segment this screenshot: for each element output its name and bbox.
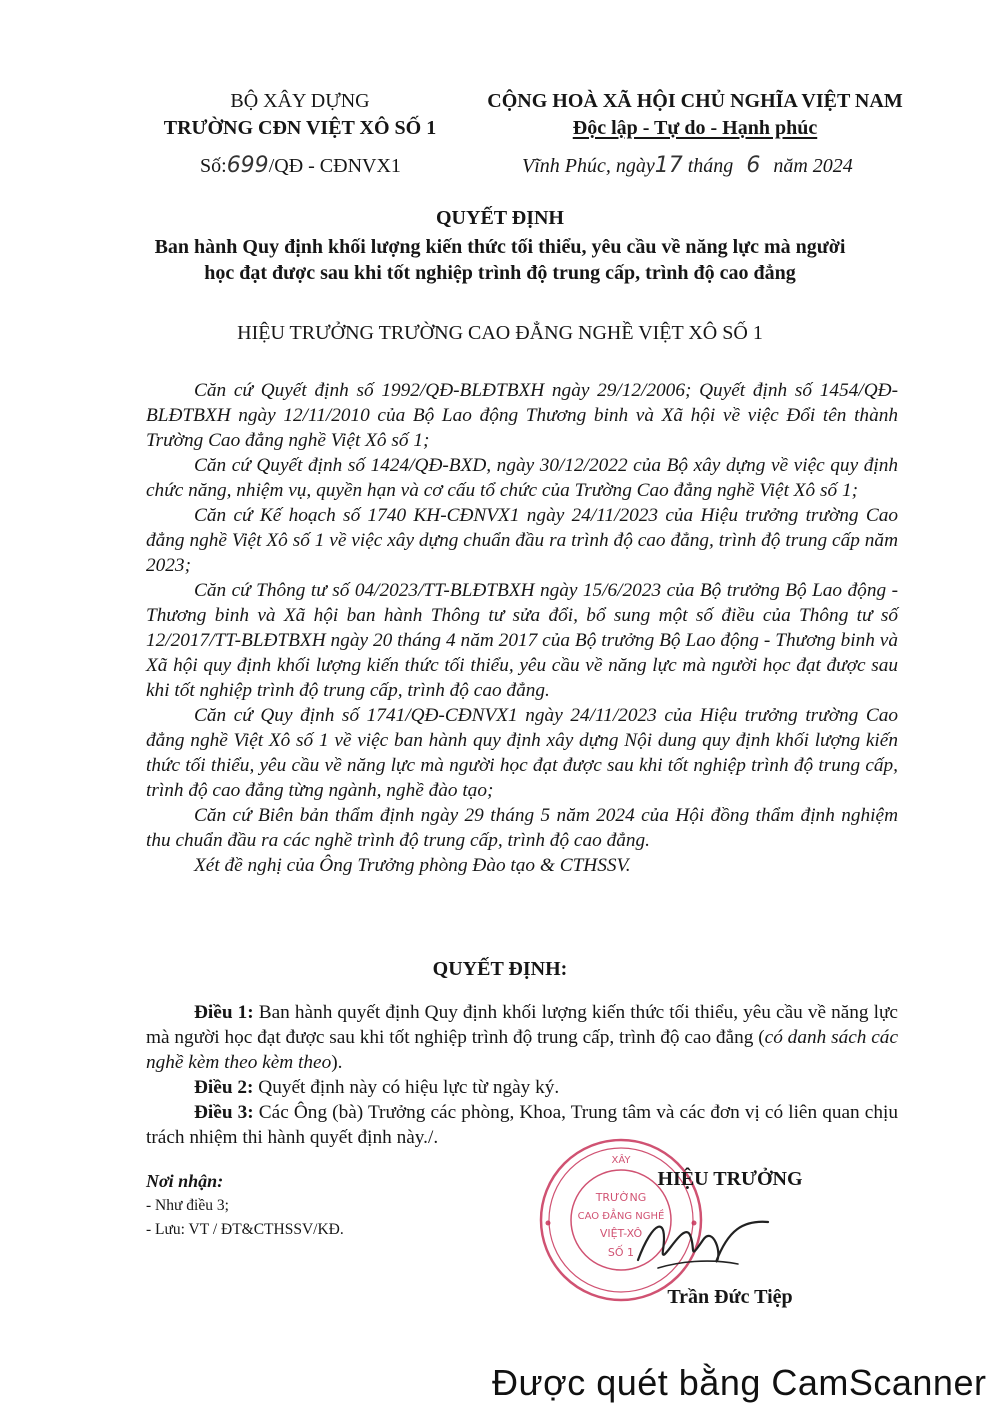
basis-paragraph: Căn cứ Biên bản thẩm định ngày 29 tháng 5 năm 2024 của Hội đồng thẩm định nghiệm thu chuẩn đầu ra các nghề trình độ trung cấp, trình độ cao đẳng. — [146, 805, 898, 851]
stamp-text-line: CAO ĐẲNG NGHỀ — [577, 1211, 665, 1222]
stamp-text-line: VIỆT-XÔ — [599, 1227, 643, 1240]
article-1 — [146, 1000, 898, 1075]
number-handwritten: 699 — [226, 153, 269, 178]
basis-paragraph: Căn cứ Thông tư số 04/2023/TT-BLĐTBXH ngày 15/6/2023 của Bộ trưởng Bộ Lao động - Thương binh và Xã hội ban hành Thông tư sửa đổi, bổ sung một số điều của Thông tư số 12/2017/TT-BLĐTBXH ngày 20 tháng 4 năm 2017 của Bộ trưởng Bộ Lao động - Thương binh và Xã hội quy định khối lượng kiến thức tối thiểu, yêu cầu về năng lực mà người học đạt được sau khi tốt nghiệp trình độ trung cấp, trình độ cao đẳng. — [146, 580, 898, 701]
signatory-name: Trần Đức Tiệp — [667, 1286, 793, 1308]
legal-bases — [146, 378, 898, 878]
basis-paragraph: Căn cứ Quyết định số 1992/QĐ-BLĐTBXH ngày 29/12/2006; Quyết định số 1454/QĐ-BLĐTBXH ngày 12/11/2010 của Bộ Lao động Thương binh và Xã hội về việc Đổi tên thành Trường Cao đẳng nghề Việt Xô số 1; — [146, 380, 898, 451]
school-name: TRƯỜNG CĐN VIỆT XÔ SỐ 1 — [163, 117, 437, 139]
scanner-watermark: Được quét bằng CamScanner — [492, 1362, 987, 1403]
signatory-title: HIỆU TRƯỞNG — [657, 1168, 803, 1190]
date-year: năm 2024 — [773, 155, 853, 177]
decision-heading: QUYẾT ĐỊNH: — [432, 958, 568, 980]
basis-paragraph: Căn cứ Kế hoạch số 1740 KH-CĐNVX1 ngày 24/11/2023 của Hiệu trưởng trường Cao đẳng nghề Việt Xô số 1 về việc xây dựng chuẩn đầu ra trình độ cao đẳng, trình độ trung cấp năm 2023; — [146, 505, 898, 576]
article-label: Điều 1: — [194, 1002, 254, 1023]
issue-date — [522, 152, 942, 180]
article-3 — [146, 1100, 898, 1150]
handwritten-signature — [628, 1200, 778, 1280]
decision-title: QUYẾT ĐỊNH — [436, 207, 564, 229]
article-text: Các Ông (bà) Trưởng các phòng, Khoa, Trung tâm và các đơn vị có liên quan chịu trách nhiệm thi hành quyết định này./. — [146, 1102, 898, 1148]
stamp-text-top: XÂY — [611, 1155, 631, 1166]
decision-subtitle-line2: học đạt được sau khi tốt nghiệp trình độ trung cấp, trình độ cao đẳng — [204, 262, 796, 284]
number-suffix: /QĐ - CĐNVX1 — [268, 155, 401, 177]
date-month: 6 — [746, 153, 761, 178]
decision-subtitle-line1: Ban hành Quy định khối lượng kiến thức tối thiểu, yêu cầu về năng lực mà người — [154, 236, 846, 258]
recipient-item: - Như điều 3; — [146, 1197, 229, 1214]
country-name: CỘNG HOÀ XÃ HỘI CHỦ NGHĨA VIỆT NAM — [487, 90, 903, 112]
recipients-title: Nơi nhận: — [146, 1171, 224, 1191]
article-text: Quyết định này có hiệu lực từ ngày ký. — [253, 1077, 560, 1098]
number-prefix: Số: — [200, 155, 227, 177]
national-motto: Độc lập - Tự do - Hạnh phúc — [572, 117, 818, 139]
article-label: Điều 3: — [194, 1102, 254, 1123]
stamp-text-line: TRƯỜNG — [595, 1191, 647, 1204]
articles — [146, 1000, 898, 1150]
basis-paragraph: Căn cứ Quy định số 1741/QĐ-CĐNVX1 ngày 24/11/2023 của Hiệu trưởng trường Cao đẳng nghề Việt Xô số 1 về việc ban hành quy định xây dựng Nội dung quy định khối lượng kiến thức tối thiểu, yêu cầu về năng lực mà người học đạt được sau khi tốt nghiệp trình độ trung cấp, trình độ cao đẳng từng ngành, nghề đào tạo; — [146, 705, 898, 801]
article-label: Điều 2: — [194, 1077, 254, 1098]
ministry-name: BỘ XÂY DỰNG — [230, 90, 370, 112]
stamp-text-line: SỐ 1 — [607, 1246, 635, 1259]
basis-paragraph: Căn cứ Quyết định số 1424/QĐ-BXD, ngày 30/12/2022 của Bộ xây dựng về việc quy định chức năng, nhiệm vụ, quyền hạn và cơ cấu tổ chức của Trường Cao đẳng nghề Việt Xô số 1; — [146, 455, 898, 501]
recipient-item: - Lưu: VT / ĐT&CTHSSV/KĐ. — [146, 1221, 344, 1238]
issuing-authority: HIỆU TRƯỞNG TRƯỜNG CAO ĐẲNG NGHỀ VIỆT XÔ SỐ 1 — [237, 322, 763, 344]
recipients-block — [146, 1168, 466, 1242]
basis-paragraph: Xét đề nghị của Ông Trưởng phòng Đào tạo & CTHSSV. — [194, 855, 631, 876]
document-number — [200, 152, 460, 180]
article-2 — [146, 1075, 898, 1100]
date-place: Vĩnh Phúc, ngày — [522, 155, 655, 177]
article-text: Ban hành quyết định Quy định khối lượng kiến thức tối thiểu, yêu cầu về năng lực mà người học đạt được sau khi tốt nghiệp trình độ trung cấp, trình độ cao đẳng ( — [146, 1002, 898, 1048]
article-tail: ). — [331, 1052, 343, 1073]
date-month-label: tháng — [687, 155, 734, 177]
date-day: 17 — [654, 153, 683, 178]
article-italic: có danh sách các nghề kèm theo kèm theo — [146, 1027, 898, 1073]
